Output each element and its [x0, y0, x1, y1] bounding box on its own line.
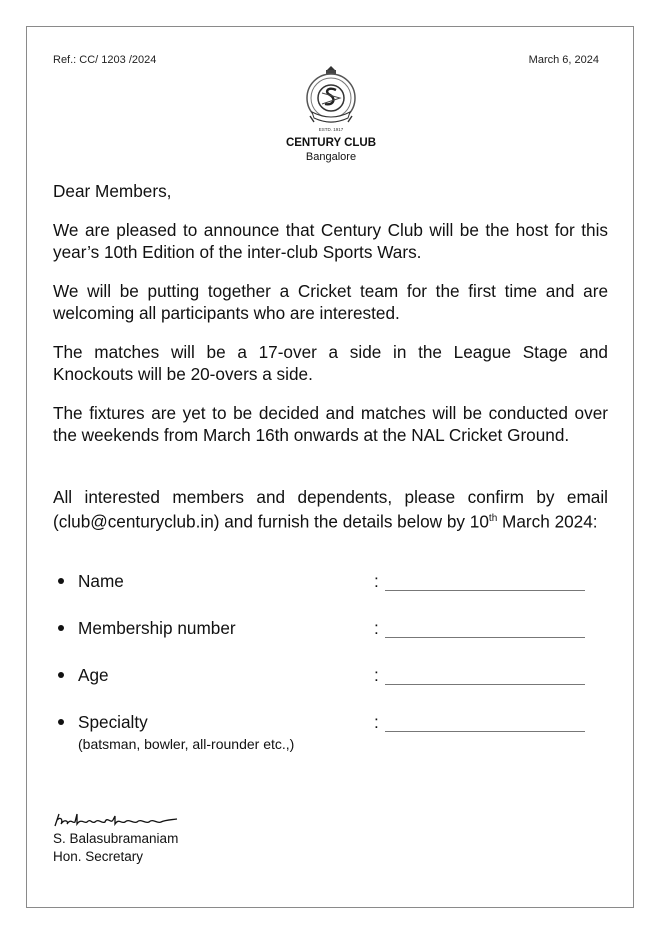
bullet-icon [58, 625, 64, 631]
age-blank-line[interactable] [385, 684, 585, 685]
paragraph-confirm: All interested members and dependents, please confirm by email (club@centuryclub.in) and furnish the details below by 10th March 2024: [53, 487, 608, 532]
field-label: Name [78, 571, 124, 591]
crest-estd: ESTD. 1917 [318, 127, 344, 132]
bullet-icon [58, 578, 64, 584]
club-city: Bangalore [305, 151, 357, 163]
field-hint: (batsman, bowler, all-rounder etc.,) [78, 736, 295, 752]
paragraph-cricket-team: We will be putting together a Cricket team for the first time and are welcoming all participants who are interested. [53, 281, 608, 323]
paragraph-fixtures: The fixtures are yet to be decided and matches will be conducted over the weekends from March 16th onwards at the NAL Cricket Ground. [53, 403, 608, 445]
field-label: Age [78, 665, 109, 685]
membership-blank-line[interactable] [385, 637, 585, 638]
signatory-name: S. Balasubramaniam [53, 831, 179, 846]
name-blank-line[interactable] [385, 590, 585, 591]
field-label: Specialty [78, 712, 148, 732]
paragraph-announcement: We are pleased to announce that Century Club will be the host for this year’s 10th Edition of the inter-club Sports Wars. [53, 220, 608, 262]
field-label: Membership number [78, 618, 236, 638]
letter-date: March 6, 2024 [528, 54, 599, 66]
bullet-icon [58, 719, 64, 725]
paragraph-match-format: The matches will be a 17-over a side in the League Stage and Knockouts will be 20-overs a side. [53, 342, 608, 384]
signature-scribble-icon [53, 810, 183, 830]
specialty-blank-line[interactable] [385, 731, 585, 732]
salutation: Dear Members, [53, 181, 172, 201]
ordinal-suffix: th [488, 513, 498, 524]
club-crest-icon [302, 64, 360, 136]
bullet-icon [58, 672, 64, 678]
signatory-title: Hon. Secretary [53, 849, 144, 864]
reference-number: Ref.: CC/ 1203 /2024 [53, 54, 157, 66]
club-name: CENTURY CLUB [285, 137, 377, 149]
